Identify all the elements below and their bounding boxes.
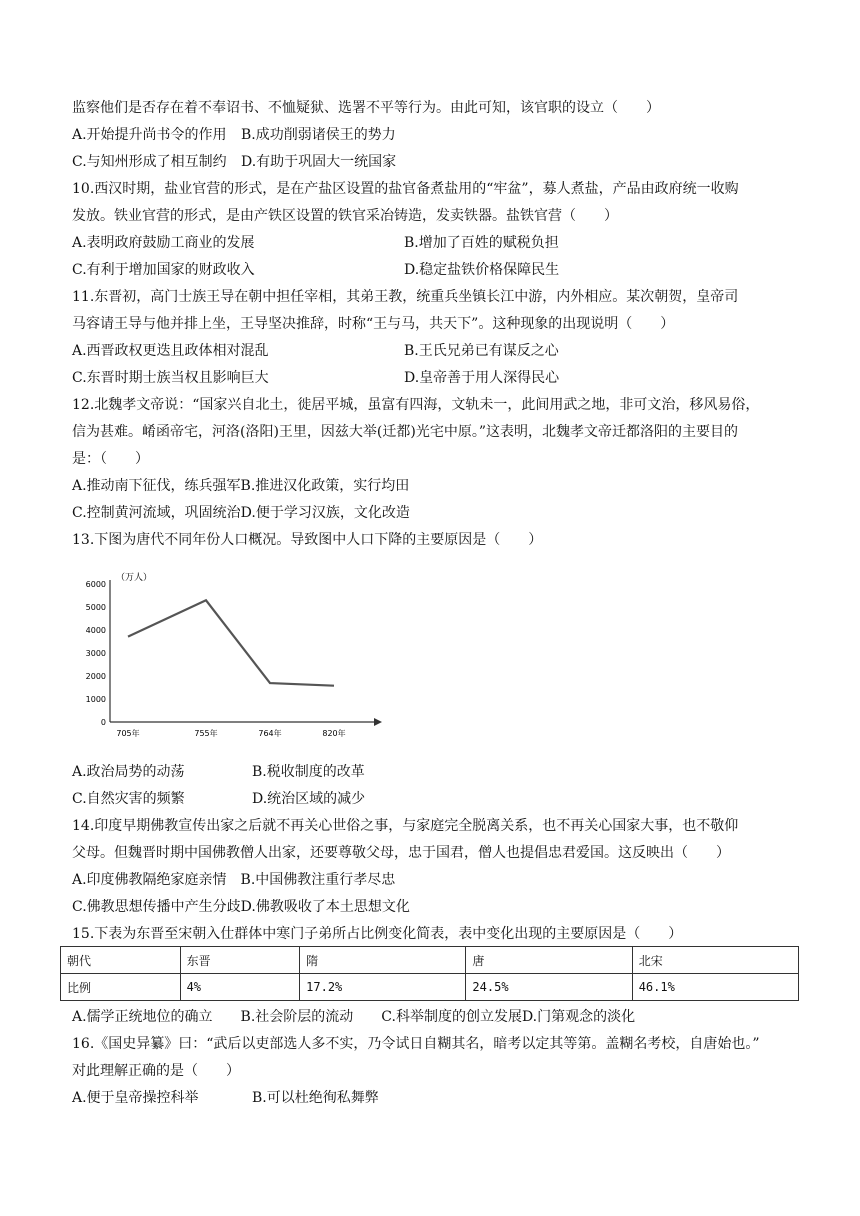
q16-stem-line1: 16.《国史异纂》曰：“武后以吏部选人多不实，乃令试日自糊其名，暗考以定其等第。盖糊名考校，自唐始也。”: [72, 1036, 760, 1052]
q16-stem-line2: 对此理解正确的是（ ）: [72, 1063, 240, 1079]
q13-option-d[interactable]: D.统治区域的减少: [252, 791, 366, 807]
q11-stem-line2: 马容请王导与他并排上坐，王导坚决推辞，时称“王与马，共天下”。这种现象的出现说明（ ）: [72, 316, 675, 332]
q9-option-d[interactable]: D.有助于巩固大一统国家: [241, 154, 397, 170]
q11-option-d[interactable]: D.皇帝善于用人深得民心: [404, 370, 560, 386]
table-cell: 朝代: [61, 947, 181, 974]
table-cell: 17.2%: [300, 974, 466, 1001]
chart-x-axis-arrow: [374, 718, 382, 726]
table-cell: 隋: [300, 947, 466, 974]
q12-stem-line2: 信为甚难。崤函帝宅，河洛(洛阳)王里，因兹大举(迁都)光宅中原。”这表明，北魏孝文帝迁都洛阳的主要目的: [72, 424, 739, 440]
q13-stem: 13.下图为唐代不同年份人口概况。导致图中人口下降的主要原因是（ ）: [72, 532, 543, 548]
table-cell: 唐: [466, 947, 632, 974]
q9-option-a[interactable]: A.开始提升尚书令的作用: [72, 127, 227, 143]
chart-series-line: [128, 600, 334, 685]
q12-options-cd[interactable]: C.控制黄河流域，巩固统治D.便于学习汉族，文化改造: [72, 505, 410, 521]
q11-stem-line1: 11.东晋初，高门士族王导在朝中担任宰相，其弟王教，统重兵坐镇长江中游，内外相应。某次朝贺，皇帝司: [72, 289, 739, 305]
y-tick-label: 1000: [85, 695, 106, 704]
table-cell: 4%: [180, 974, 300, 1001]
x-tick-label: 705年: [116, 729, 140, 738]
y-tick-label: 0: [100, 718, 106, 727]
y-tick-label: 6000: [85, 580, 106, 589]
q10-stem-line1: 10.西汉时期，盐业官营的形式，是在产盐区设置的盐官备煮盐用的“牢盆”，募人煮盐，产品由政府统一收购: [72, 181, 739, 197]
y-tick-label: 4000: [85, 626, 106, 635]
y-tick-label: 2000: [85, 672, 106, 681]
q10-stem-line2: 发放。铁业官营的形式，是由产铁区设置的铁官采冶铸造，发卖铁器。盐铁官营（ ）: [72, 208, 618, 224]
q10-option-b[interactable]: B.增加了百姓的赋税负担: [404, 235, 559, 251]
q9-option-b[interactable]: B.成功削弱诸侯王的势力: [241, 127, 396, 143]
q15-options[interactable]: A.儒学正统地位的确立 B.社会阶层的流动 C.科举制度的创立发展D.门第观念的淡化: [72, 1009, 636, 1025]
q12-options-ab[interactable]: A.推动南下征伐，练兵强军B.推进汉化政策，实行均田: [72, 478, 410, 494]
q16-option-b[interactable]: B.可以杜绝徇私舞弊: [252, 1090, 379, 1106]
x-tick-label: 820年: [322, 729, 346, 738]
q9-stem-continued: 监察他们是否存在着不奉诏书、不恤疑狱、选署不平等行为。由此可知，该官职的设立（ ）: [72, 100, 660, 116]
population-line-chart: [66, 568, 386, 748]
q13-option-a[interactable]: A.政治局势的动荡: [72, 764, 185, 780]
x-tick-label: 764年: [258, 729, 282, 738]
table-row: [61, 947, 799, 974]
q12-stem-line3: 是：（ ）: [72, 451, 149, 467]
table-cell: 24.5%: [466, 974, 632, 1001]
q15-stem: 15.下表为东晋至宋朝入仕群体中寒门子弟所占比例变化简表，表中变化出现的主要原因是（ ）: [72, 926, 683, 942]
table-cell: 北宋: [632, 947, 798, 974]
q9-option-c[interactable]: C.与知州形成了相互制约: [72, 154, 227, 170]
y-tick-label: 5000: [85, 603, 106, 612]
q11-option-a[interactable]: A.西晋政权更迭且政体相对混乱: [72, 343, 269, 359]
q10-option-c[interactable]: C.有利于增加国家的财政收入: [72, 262, 255, 278]
q10-option-d[interactable]: D.稳定盐铁价格保障民生: [404, 262, 560, 278]
q14-stem-line2: 父母。但魏晋时期中国佛教僧人出家，还要尊敬父母，忠于国君，僧人也提倡忠君爱国。这反映出（ ）: [72, 845, 730, 861]
q13-option-c[interactable]: C.自然灾害的频繁: [72, 791, 185, 807]
q16-option-a[interactable]: A.便于皇帝操控科举: [72, 1090, 199, 1106]
q11-option-b[interactable]: B.王氏兄弟已有谋反之心: [404, 343, 559, 359]
table-cell: 比例: [61, 974, 181, 1001]
y-tick-label: 3000: [85, 649, 106, 658]
chart-y-unit-label: （万人）: [116, 573, 153, 583]
q14-options-cd[interactable]: C.佛教思想传播中产生分歧D.佛教吸收了本土思想文化: [72, 899, 410, 915]
x-tick-label: 755年: [194, 729, 218, 738]
table-cell: 46.1%: [632, 974, 798, 1001]
table-cell: 东晋: [180, 947, 300, 974]
admission-ratio-table: [60, 946, 799, 1001]
q14-options-ab[interactable]: A.印度佛教隔绝家庭亲情 B.中国佛教注重行孝尽忠: [72, 872, 396, 888]
q14-stem-line1: 14.印度早期佛教宣传出家之后就不再关心世俗之事，与家庭完全脱离关系，也不再关心国家大事，也不敬仰: [72, 818, 739, 834]
q12-stem-line1: 12.北魏孝文帝说：“国家兴自北土，徙居平城，虽富有四海，文轨未一，此间用武之地，非可文治，移风易俗，: [72, 397, 760, 413]
q10-option-a[interactable]: A.表明政府鼓励工商业的发展: [72, 235, 255, 251]
table-row: [61, 974, 799, 1001]
q13-option-b[interactable]: B.税收制度的改革: [252, 764, 365, 780]
q11-option-c[interactable]: C.东晋时期士族当权且影响巨大: [72, 370, 269, 386]
